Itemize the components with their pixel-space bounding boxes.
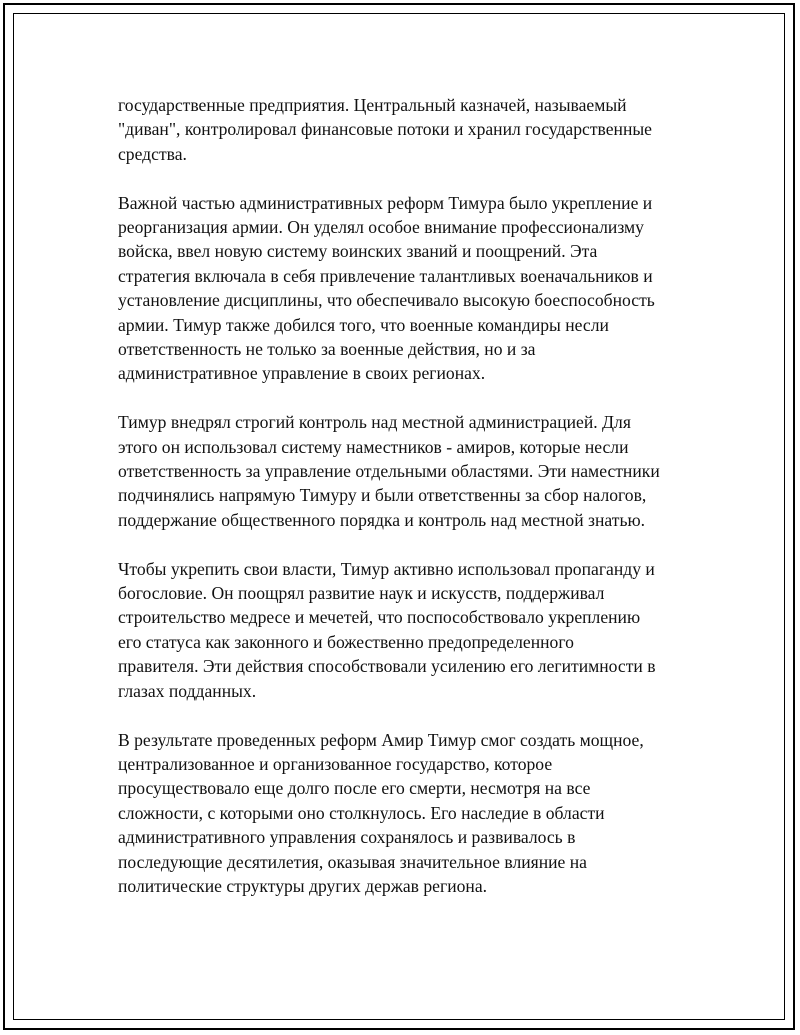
text-line: Тимур внедрял строгий контроль над местной администрацией. Для — [118, 412, 631, 433]
text-line: ответственность за управление отдельными областями. Эти наместники — [118, 461, 660, 482]
text-line: поддержание общественного порядка и контроль над местной знатью. — [118, 509, 646, 530]
text-line: последующие десятилетия, оказывая значительное влияние на — [118, 851, 587, 872]
paragraph-3 — [118, 410, 708, 532]
text-line: глазах подданных. — [118, 680, 257, 701]
text-line: административное управление в своих регионах. — [118, 363, 486, 384]
paragraph-1 — [118, 93, 708, 166]
text-line: просуществовало еще долго после его смерти, несмотря на все — [118, 778, 591, 799]
text-line: строительство медресе и мечетей, что поспособствовало укреплению — [118, 607, 641, 628]
text-line: армии. Тимур также добился того, что военные командиры несли — [118, 314, 609, 335]
text-line: правителя. Эти действия способствовали усилению его легитимности в — [118, 656, 656, 677]
text-line: его статуса как законного и божественно предопределенного — [118, 631, 574, 652]
text-line: государственные предприятия. Центральный казначей, называемый — [118, 95, 627, 115]
text-line: административного управления сохранялось и развивалось в — [118, 827, 576, 848]
text-line: Важной частью административных реформ Тимура было укрепление и — [118, 192, 653, 213]
paragraph-4 — [118, 557, 708, 703]
paragraph-5 — [118, 728, 708, 899]
text-line: установление дисциплины, что обеспечивало высокую боеспособность — [118, 290, 655, 311]
text-line: войска, ввел новую систему воинских званий и поощрений. Эта — [118, 241, 598, 262]
text-line: политические структуры других держав региона. — [118, 875, 488, 896]
document-body — [118, 93, 708, 923]
text-line: Чтобы укрепить свои власти, Тимур активно использовал пропаганду и — [118, 558, 655, 579]
text-line: сложности, с которыми оно столкнулось. Его наследие в области — [118, 802, 605, 823]
text-line: централизованное и организованное государство, которое — [118, 753, 553, 774]
text-line: этого он использовал систему наместников - амиров, которые несли — [118, 436, 629, 457]
text-line: богословие. Он поощрял развитие наук и искусств, поддерживал — [118, 583, 605, 604]
text-line: "диван", контролировал финансовые потоки и хранил государственные — [118, 119, 652, 140]
text-line: реорганизация армии. Он уделял особое внимание профессионализму — [118, 217, 644, 238]
text-line: В результате проведенных реформ Амир Тимур смог создать мощное, — [118, 729, 644, 750]
paragraph-2 — [118, 191, 708, 386]
text-line: подчинялись напрямую Тимуру и были ответственны за сбор налогов, — [118, 485, 647, 506]
text-line: стратегия включала в себя привлечение талантливых военачальников и — [118, 265, 653, 286]
text-line: ответственность не только за военные действия, но и за — [118, 339, 536, 360]
text-line: средства. — [118, 143, 187, 164]
